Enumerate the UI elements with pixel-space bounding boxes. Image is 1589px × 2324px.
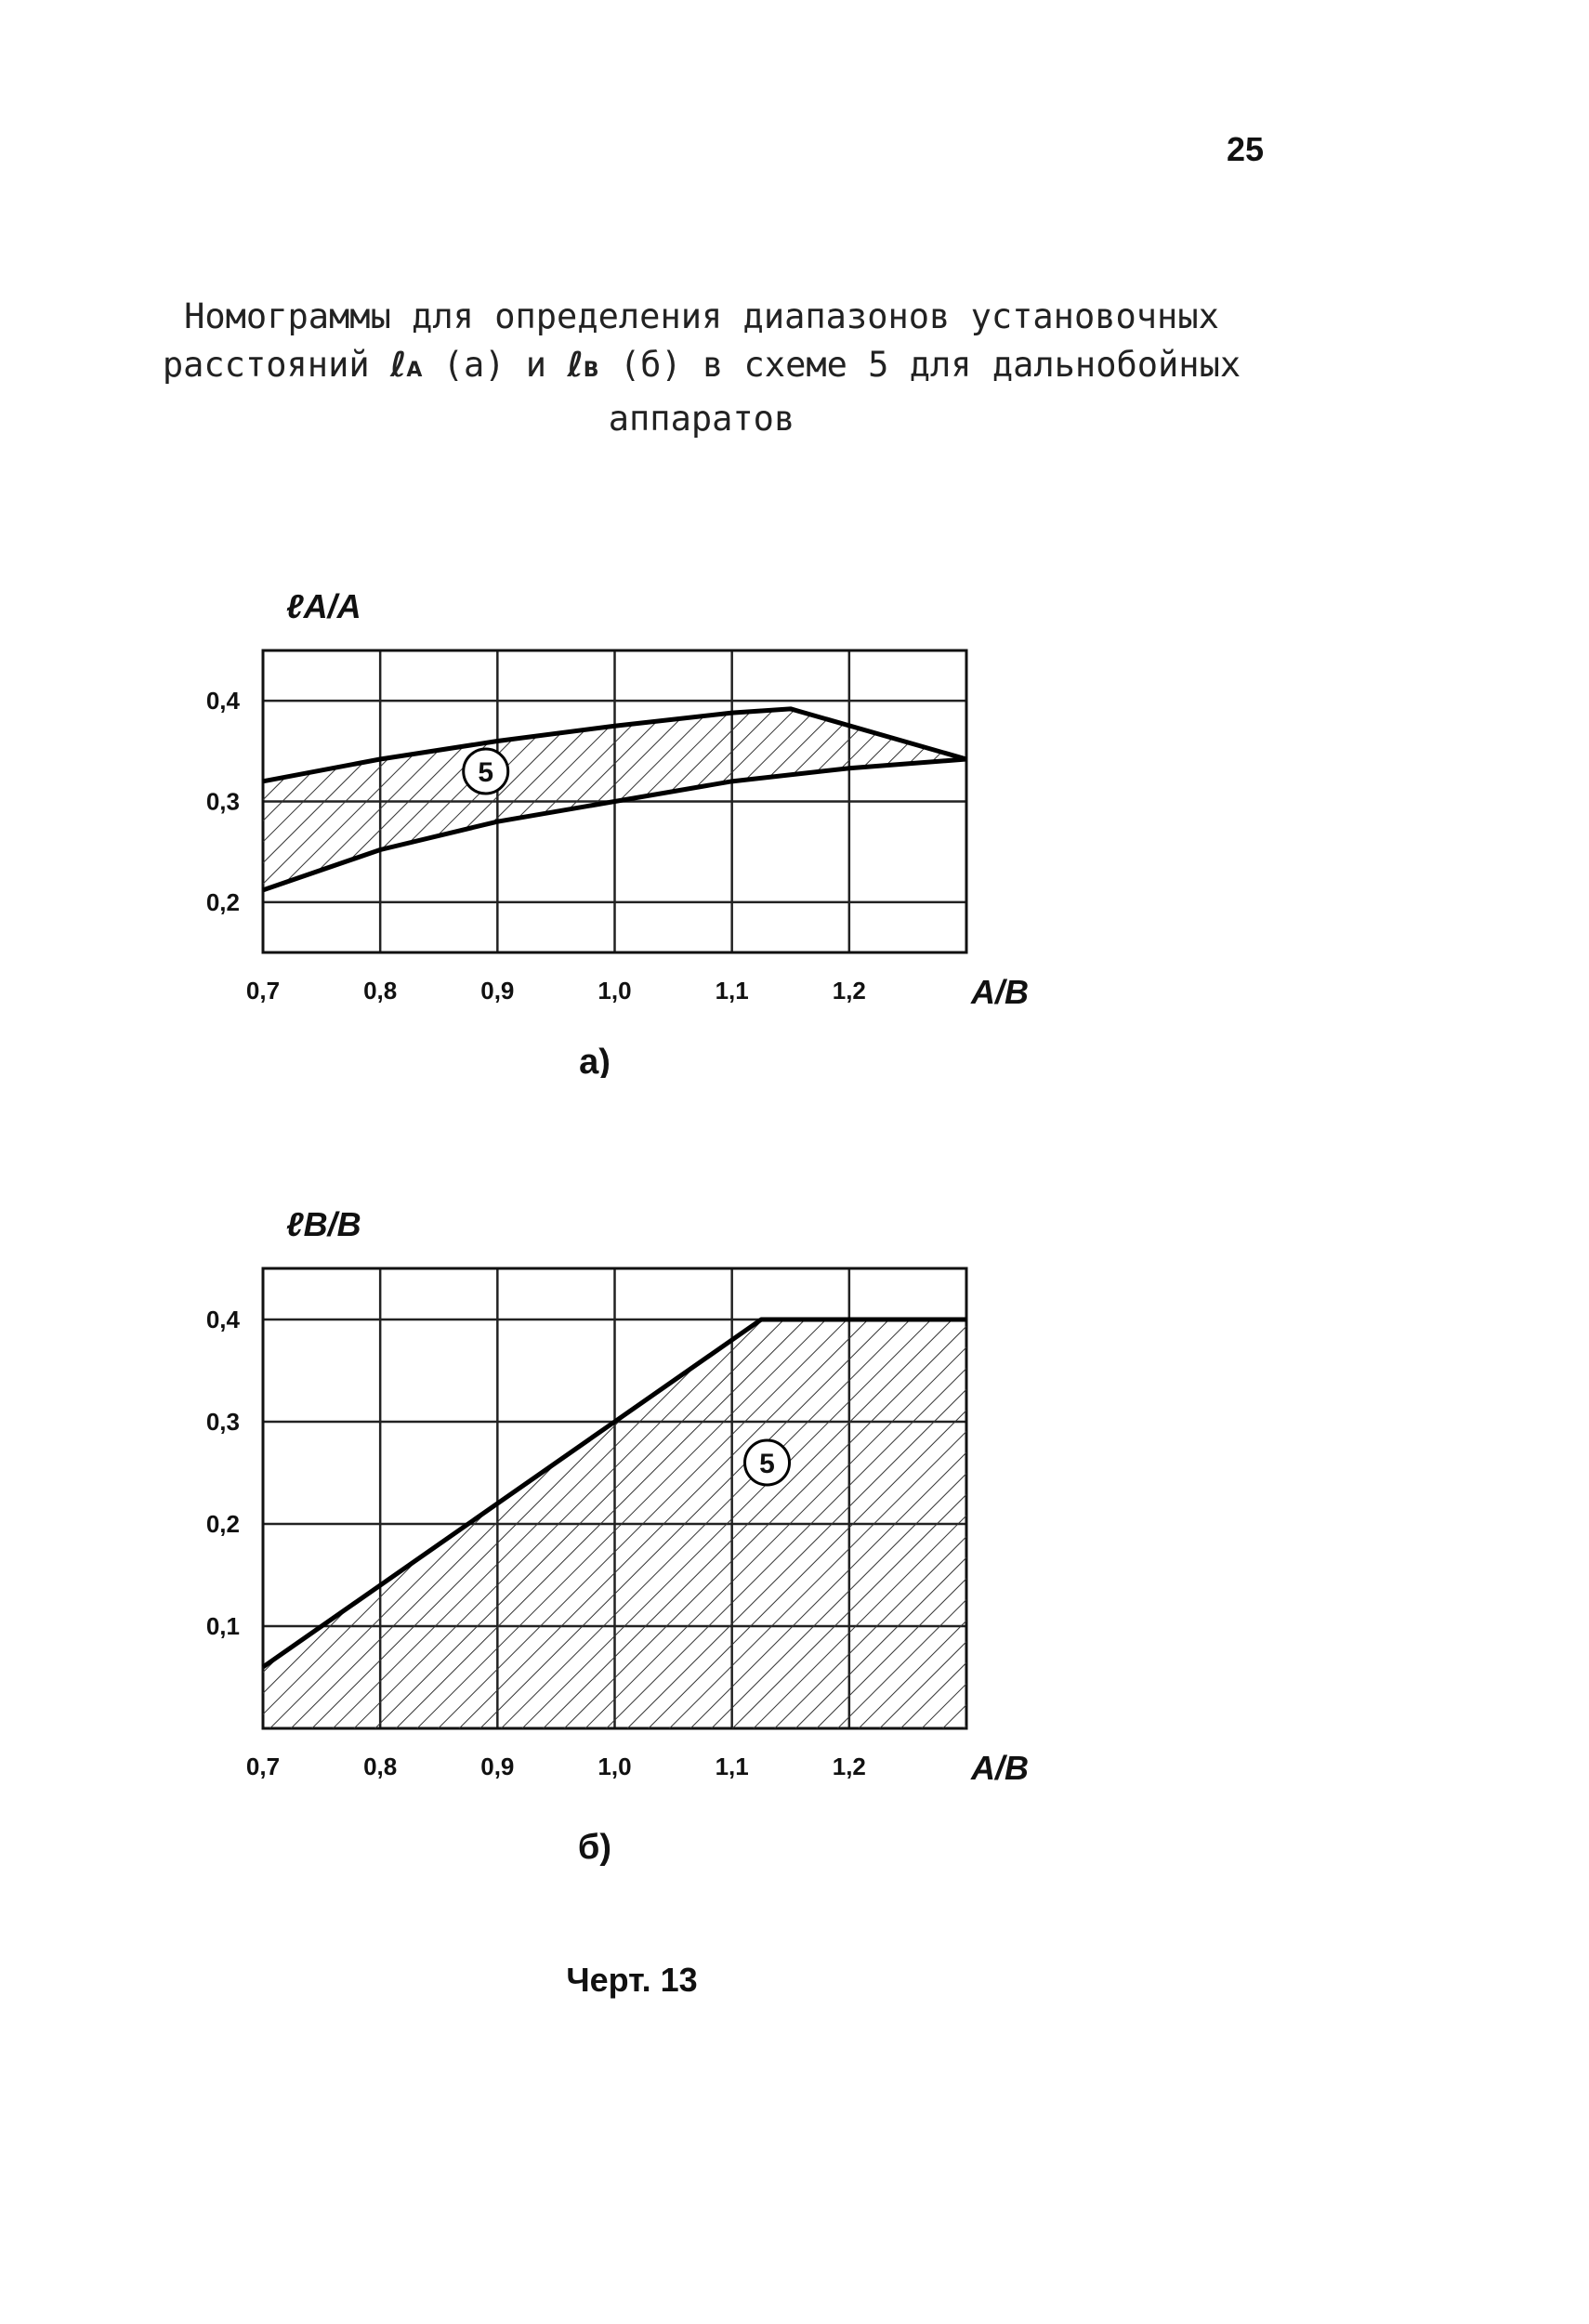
y-tick-label: 0,1 [205, 1612, 240, 1640]
y-axis-label: ℓA/A [286, 587, 361, 625]
x-tick-label: 0,9 [480, 1753, 515, 1780]
x-tick-label: 1,1 [715, 1753, 749, 1780]
y-tick-label: 0,3 [205, 787, 240, 816]
panel-label-b: б) [577, 1828, 612, 1867]
y-tick-label: 0,2 [205, 887, 240, 916]
figure-number: Черт. 13 [566, 1961, 698, 1999]
y-tick-label: 0,4 [205, 1306, 240, 1333]
x-tick-label: 1,2 [832, 1753, 866, 1780]
x-axis-label: A/B [971, 1749, 1029, 1787]
x-tick-label: 0,7 [245, 1753, 281, 1780]
page-number: 25 [1226, 130, 1264, 168]
x-tick-label: 0,8 [363, 1753, 398, 1780]
caption-text-c: (б) в схеме 5 для дальнобойных [619, 345, 1241, 385]
x-tick-label: 0,9 [480, 977, 515, 1004]
y-axis-label: ℓB/B [286, 1205, 361, 1243]
x-tick-label: 1,1 [715, 977, 749, 1004]
y-tick-label: 0,4 [205, 687, 240, 716]
caption-line-2 [139, 341, 1264, 395]
curve-marker-a [464, 749, 508, 794]
caption [139, 293, 1264, 443]
y-tick-label: 0,2 [205, 1510, 240, 1538]
chart-a-svg [0, 558, 1589, 1078]
chart-a [0, 558, 1589, 1078]
chart-b-svg [0, 1199, 1589, 1868]
caption-text-b: (а) и [442, 345, 547, 385]
symbol-lb: ℓB [567, 345, 599, 385]
x-tick-label: 1,2 [832, 977, 866, 1004]
x-tick-label: 0,7 [245, 977, 281, 1004]
panel-label-a: а) [579, 1043, 611, 1078]
x-tick-label: 0,8 [363, 977, 398, 1004]
caption-text-a: расстояний [162, 345, 370, 385]
caption-line-1: Номограммы для определения диапазонов установочных [184, 296, 1219, 336]
marker-label: 5 [759, 1449, 775, 1479]
chart-b [0, 1199, 1589, 1868]
x-tick-label: 1,0 [598, 1753, 632, 1780]
symbol-la: ℓA [389, 345, 423, 385]
curve-marker-b [745, 1440, 790, 1485]
caption-line-3: аппаратов [608, 399, 795, 439]
marker-label: 5 [478, 757, 494, 788]
x-tick-label: 1,0 [598, 977, 632, 1004]
x-axis-label: A/B [971, 973, 1029, 1011]
y-tick-label: 0,3 [205, 1408, 240, 1436]
